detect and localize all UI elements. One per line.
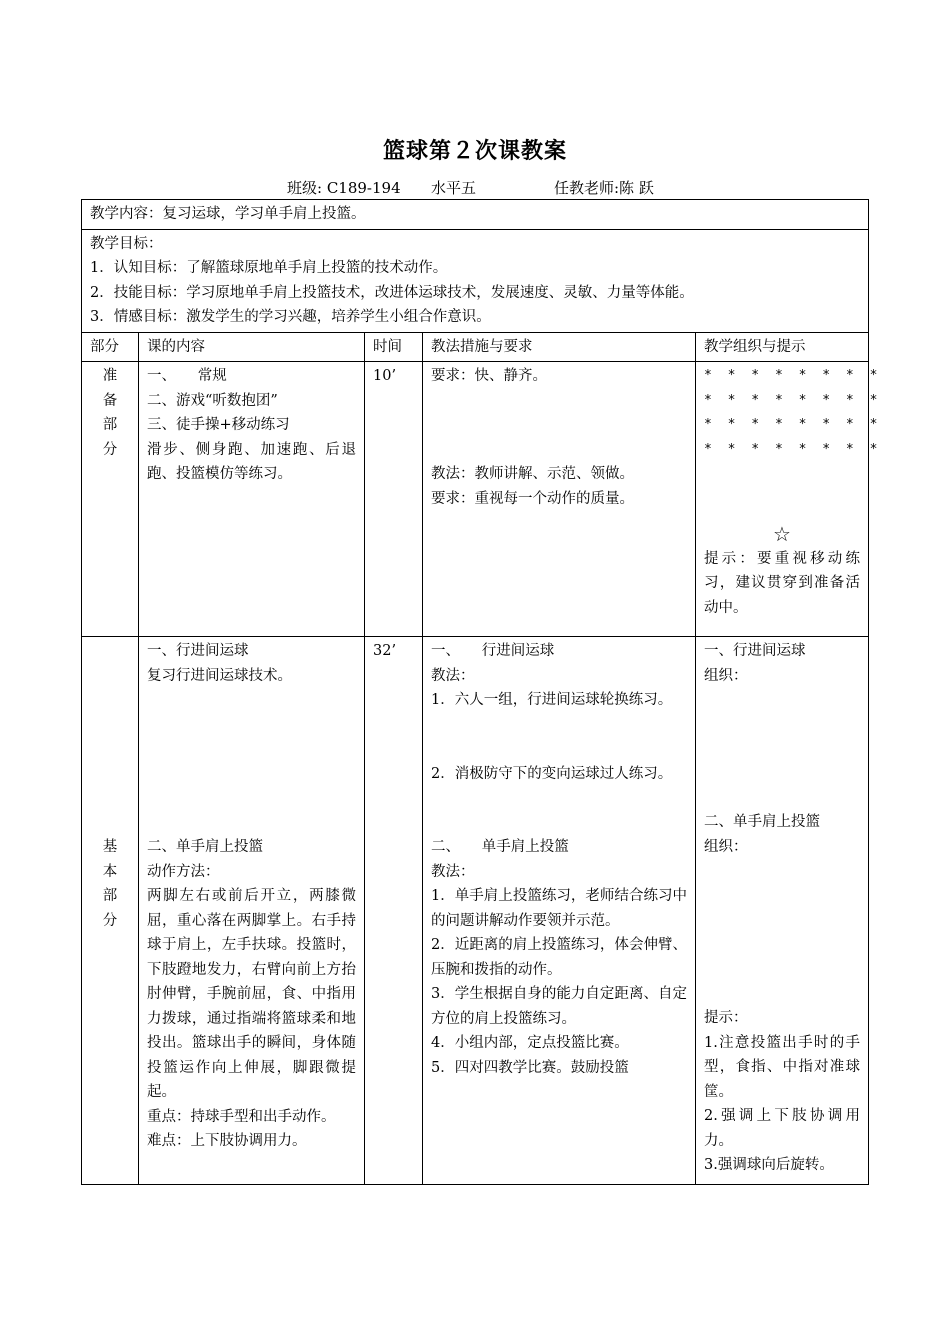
goals-heading: 教学目标： xyxy=(90,235,163,252)
difficulty-point: 难点：上下肢协调用力。 xyxy=(147,1133,307,1149)
header-content: 课的内容 xyxy=(139,332,365,362)
goal-item: 1．认知目标：了解篮球原地单手肩上投篮的技术动作。 xyxy=(90,260,448,276)
prep-method: 要求：快、静齐。 教法：教师讲解、示范、领做。 要求：重视每一个动作的质量。 xyxy=(423,362,696,637)
basic-method: 一、 行进间运球 教法： 1．六人一组，行进间运球轮换练习。 2．消极防守下的变向运球过人练习。 二、 单手肩上投篮 教法： 1．单手肩上投篮练习，老师结合练习中的问题讲解动作要领并示范。 2．近距离的肩上投篮练习，体会伸臂、压腕和拨指的动作。 3．学生根据自身的能力自定距离、自定方位的肩上投篮练习。 4．小组内部，定点投篮比赛。 5．四对四教学比赛。鼓励投篮 xyxy=(423,637,696,1185)
prep-part-label: 准 备 部 分 xyxy=(82,362,139,637)
student-formation: * * * * * * * * xyxy=(704,392,882,408)
basic-section-row xyxy=(82,637,869,1185)
prep-tip: 提示：要重视移动练习，建议贯穿到准备活动中。 xyxy=(704,550,860,616)
basic-time: 32’ xyxy=(365,637,423,1185)
key-point: 重点：持球手型和出手动作。 xyxy=(147,1108,336,1125)
header-time: 时间 xyxy=(365,332,423,362)
level-label: 水平五 xyxy=(431,179,477,197)
lesson-plan-table xyxy=(81,199,882,1185)
teaching-content-cell xyxy=(82,200,869,230)
prep-content: 一、 常规 二、游戏“听数抱团” 三、徒手操+移动练习 滑步、侧身跑、加速跑、后退跑、投篮模仿等练习。 xyxy=(139,362,365,637)
student-formation: * * * * * * * * xyxy=(704,441,882,457)
student-formation: * * * * * * * * xyxy=(704,368,882,383)
prep-time: 10’ xyxy=(365,362,423,637)
class-info: 班级: C189-194 xyxy=(287,179,401,197)
goal-item: 3．情感目标：激发学生的学习兴趣，培养学生小组合作意识。 xyxy=(90,309,491,325)
teacher-position-star-icon: ☆ xyxy=(773,522,791,546)
header-method: 教法措施与要求 xyxy=(423,332,696,362)
basic-content: 一、行进间运球 复习行进间运球技术。 二、单手肩上投篮 动作方法： 两脚左右或前后开立，两膝微屈，重心落在两脚掌上。右手持球于肩上，左手扶球。投篮时，下肢蹬地发力，右臂向前上方抬肘伸臂，手腕前屈，食、中指用力拨球，通过指端将篮球柔和地投出。篮球出手的瞬间，身体随投篮运作向上伸展，脚跟微提起。 重点：持球手型和出手动作。 难点：上下肢协调用力。 xyxy=(139,637,365,1185)
teaching-content: 教学内容：复习运球，学习单手肩上投篮。 xyxy=(90,206,366,222)
teacher-label: 任教老师:陈 跃 xyxy=(554,179,654,197)
header-organization: 教学组织与提示 xyxy=(696,332,869,362)
teaching-goals-cell xyxy=(82,229,869,332)
goal-item: 2．技能目标：学习原地单手肩上投篮技术，改进体运球技术，发展速度、灵敏、力量等体能。 xyxy=(90,284,694,301)
prep-section-row xyxy=(82,362,869,637)
header-part: 部分 xyxy=(82,332,139,362)
basic-organization: 一、行进间运球 组织： 二、单手肩上投篮 组织： 提示： 1.注意投篮出手时的手型，食指、中指对准球筐。 2.强调上下肢协调用力。 3.强调球向后旋转。 xyxy=(696,637,869,1185)
prep-organization xyxy=(696,362,882,637)
basic-part-label: 基 本 部 分 xyxy=(82,637,139,1185)
student-formation: * * * * * * * * xyxy=(704,417,882,432)
page-title: 篮球第２次课教案 xyxy=(382,138,567,164)
header-row xyxy=(82,332,869,362)
